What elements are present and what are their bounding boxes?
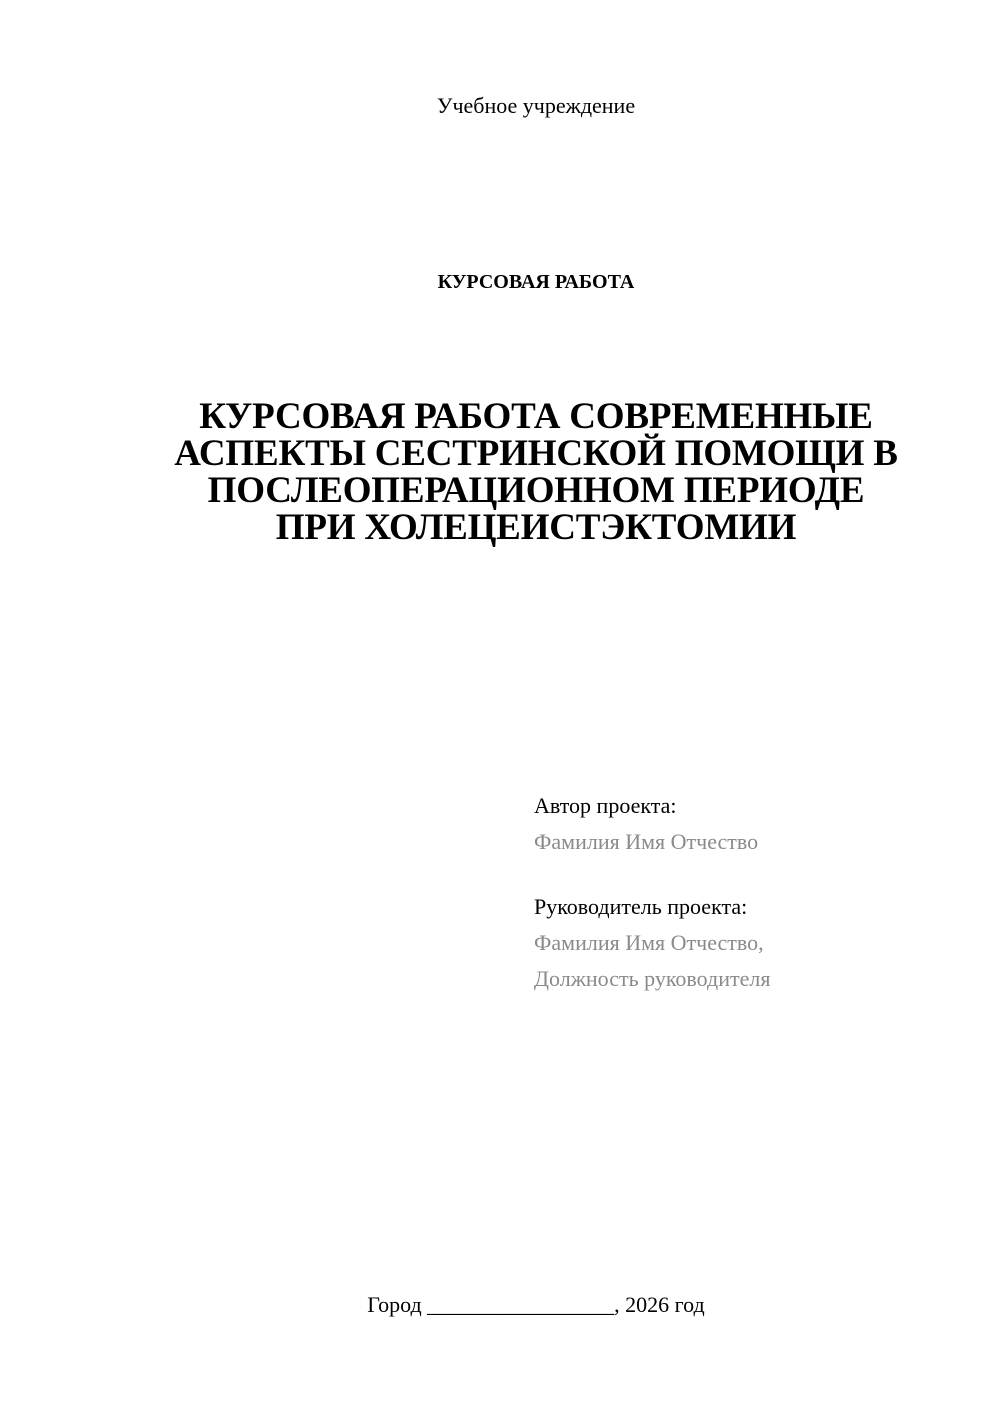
city-year-line: Город _________________, 2026 год [367, 1292, 705, 1317]
main-title-line: ПОСЛЕОПЕРАЦИОННОМ ПЕРИОДЕ [207, 470, 865, 511]
supervisor-position: Должность руководителя [534, 966, 771, 991]
work-type-heading: КУРСОВАЯ РАБОТА [437, 271, 635, 293]
main-title-line: АСПЕКТЫ СЕСТРИНСКОЙ ПОМОЩИ В [174, 433, 898, 474]
supervisor-label: Руководитель проекта: [534, 894, 748, 919]
author-name: Фамилия Имя Отчество [534, 829, 759, 854]
credits-block [534, 788, 974, 997]
supervisor-name: Фамилия Имя Отчество, [534, 930, 764, 955]
institution-name: Учебное учреждение [436, 93, 636, 118]
main-title-line: КУРСОВАЯ РАБОТА СОВРЕМЕННЫЕ [199, 396, 873, 437]
spacer [534, 860, 974, 889]
main-title-line: ПРИ ХОЛЕЦЕИСТЭКТОМИИ [275, 507, 797, 548]
main-title [120, 398, 952, 546]
author-label: Автор проекта: [534, 793, 677, 818]
